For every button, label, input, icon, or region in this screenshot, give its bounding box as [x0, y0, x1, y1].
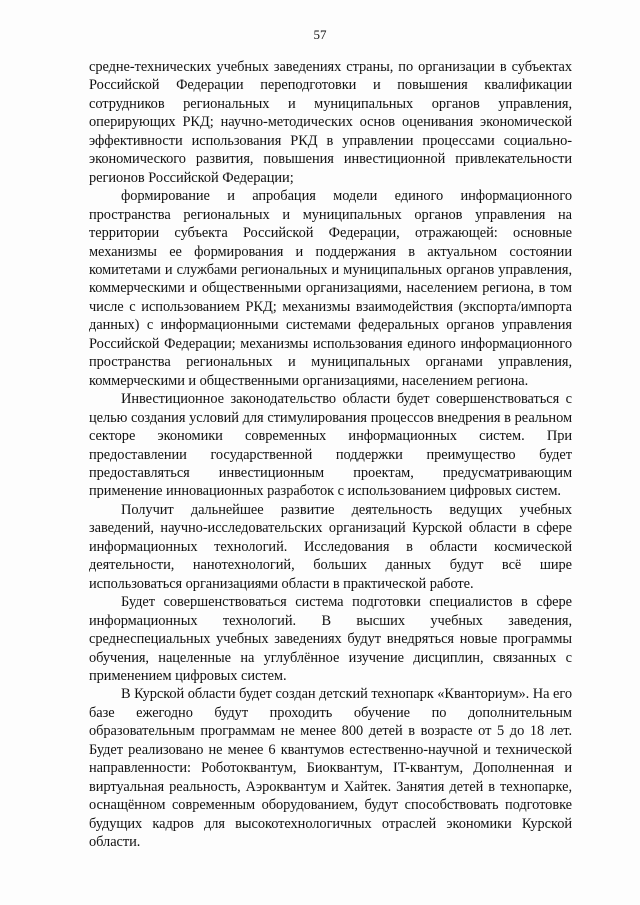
paragraph-specialist-training: Будет совершенствоваться система подготовки специалистов в сфере информационных технологий. В высших учебных заведения, среднеспециальных учебных заведениях будут внедряться новые программы обучения, нацеленные на углублённое изучение дисциплин, связанных с применением цифровых систем. — [89, 594, 572, 684]
body-text — [89, 58, 572, 851]
paragraph-continuation: средне-технических учебных заведениях страны, по организации в субъектах Российской Федерации переподготовки и повышения квалификации сотрудников региональных и муниципальных органов управления, оперирующих РКД; научно-методических основ оценивания экономической эффективности использования РКД в управлении процессами социально-экономического развития, повышения инвестиционной привлекательности регионов Российской Федерации; — [89, 59, 572, 186]
paragraph-information-space-model: формирование и апробация модели единого информационного пространства региональных и муниципальных органов управления на территории субъекта Российской Федерации, отражающей: основные механизмы ее формирования и поддержания в актуальном состоянии комитетами и службами региональных и муниципальных органов управления, коммерческими и общественными организациями, населением региона, в том числе с использованием РКД; механизмы взаимодействия (экспорта/импорта данных) с информационными системами федеральных органов управления Российской Федерации; механизмы использования единого информационного пространства региональных и муниципальных органами управления, коммерческими и общественными организациями, населением региона. — [89, 188, 572, 389]
paragraph-kvantorium-technopark: В Курской области будет создан детский технопарк «Кванториум». На его базе ежегодно будут проходить обучение по дополнительным образовательным программам не менее 800 детей в возрасте от 5 до 18 лет. Будет реализовано не менее 6 квантумов естественно-научной и технической направленности: Роботоквантум, Биоквантум, IT-квантум, Дополненная и виртуальная реальность, Аэроквантум и Хайтек. Занятия детей в технопарке, оснащённом современным оборудованием, будут способствовать подготовке будущих кадров для высокотехнологичных отраслей экономики Курской области. — [89, 686, 572, 851]
paragraph-investment-legislation: Инвестиционное законодательство области будет совершенствоваться с целью создания условий для стимулирования процессов внедрения в реальном секторе экономики современных информационных систем. При предоставлении государственной поддержки преимущество будет предоставляться инвестиционным проектам, предусматривающим применение инновационных разработок с использованием цифровых систем. — [89, 391, 572, 500]
paragraph-educational-institutions: Получит дальнейшее развитие деятельность ведущих учебных заведений, научно-исследовательских организаций Курской области в сфере информационных технологий. Исследования в области космической деятельности, нанотехнологий, больших данных будут всё шире использоваться организациями области в практической работе. — [89, 501, 572, 592]
page-number: 57 — [313, 27, 327, 42]
